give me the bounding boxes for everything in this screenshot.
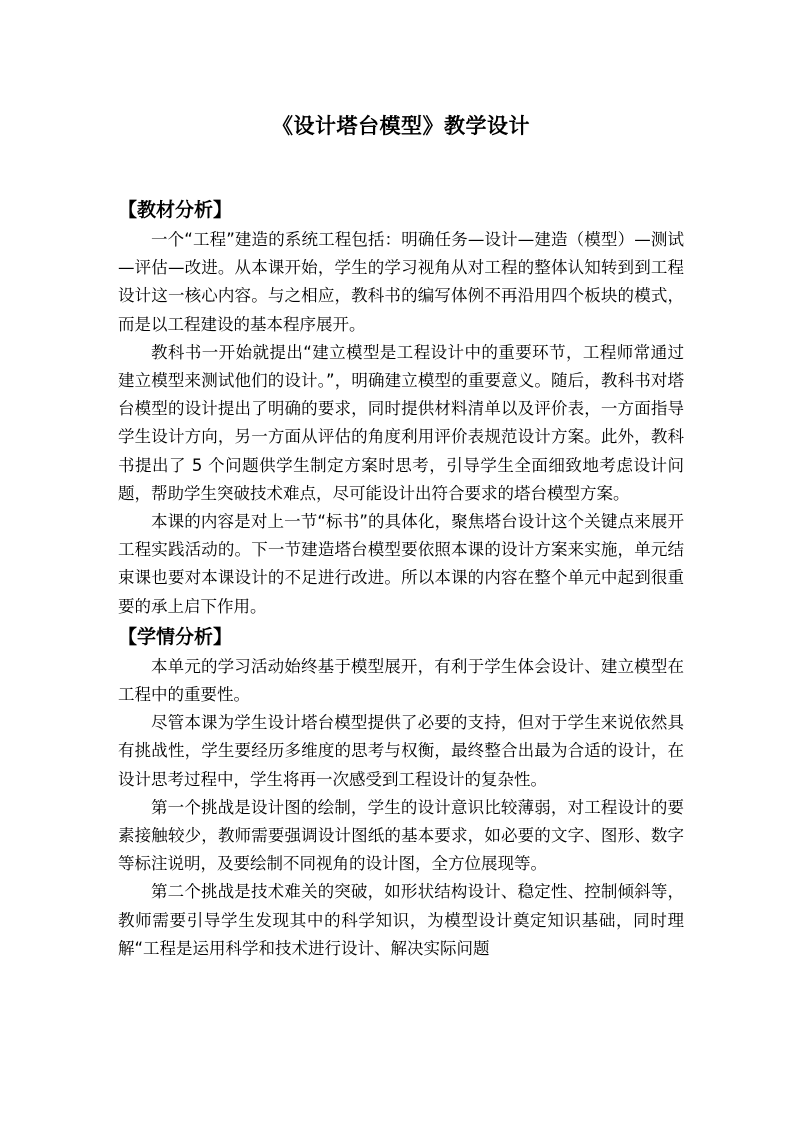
section-heading: 【学情分析】 — [118, 625, 233, 648]
paragraph: 尽管本课为学生设计塔台模型提供了必要的支持，但对于学生来说依然具有挑战性，学生要经历多维度的思考与权衡，最终整合出最为合适的设计，在设计思考过程中，学生将再一次感受到工程设计的复杂性。 — [118, 713, 684, 789]
document-page — [118, 108, 684, 963]
section-heading: 【教材分析】 — [118, 199, 233, 221]
section-learner-analysis — [118, 621, 684, 963]
paragraph: 本课的内容是对上一节“标书”的具体化，聚焦塔台设计这个关键点来展开工程实践活动的。下一节建造塔台模型要依照本课的设计方案来实施，单元结束课也要对本课设计的不足进行改进。所以本课的内容在整个单元中起到很重要的承上启下作用。 — [118, 512, 684, 616]
document-title: 《设计塔台模型》教学设计 — [272, 114, 530, 138]
paragraph: 第一个挑战是设计图的绘制，学生的设计意识比较薄弱，对工程设计的要素接触较少，教师需要强调设计图纸的基本要求，如必要的文字、图形、数字等标注说明，及要绘制不同视角的设计图，全方位展现等。 — [118, 797, 684, 874]
paragraph: 教科书一开始就提出“建立模型是工程设计中的重要环节，工程师常通过建立模型来测试他们的设计。”，明确建立模型的重要意义。随后，教科书对塔台模型的设计提出了明确的要求，同时提供材料清单以及评价表，一方面指导学生设计方向，另一方面从评估的角度利用评价表规范设计方案。此外，教科书提出了 5 个问题供学生制定方案时思考，引导学生全面细致地考虑设计问题，帮助学生突破技术难点，尽可能设计出符合要求的塔台模型方案。 — [118, 342, 684, 503]
section-textbook-analysis — [118, 194, 684, 621]
paragraph: 一个“工程”建造的系统工程包括：明确任务—设计—建造（模型）—测试—评估—改进。从本课开始，学生的学习视角从对工程的整体认知转到到工程设计这一核心内容。与之相应，教科书的编写体例不再沿用四个板块的模式，而是以工程建设的基本程序展开。 — [118, 230, 684, 334]
paragraph: 第二个挑战是技术难关的突破，如形状结构设计、稳定性、控制倾斜等，教师需要引导学生发现其中的科学知识，为模型设计奠定知识基础，同时理解“工程是运用科学和技术进行设计、解决实际问题 — [118, 882, 684, 958]
paragraph: 本单元的学习活动始终基于模型展开，有利于学生体会设计、建立模型在工程中的重要性。 — [118, 656, 684, 705]
